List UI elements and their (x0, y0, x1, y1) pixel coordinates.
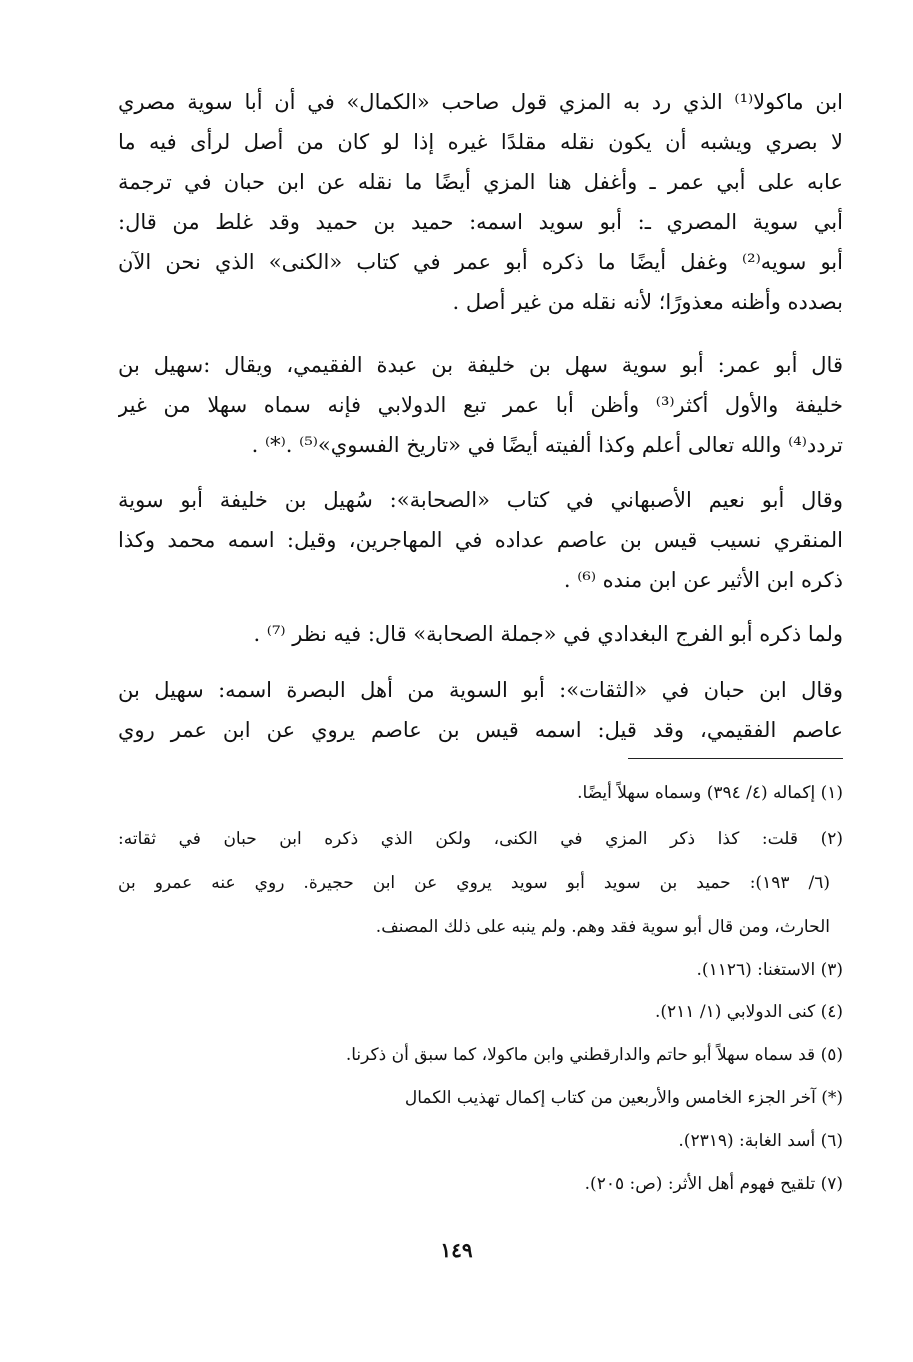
text-line: المنقري نسيب قيس بن عاصم عداده في المهاجرين، وقيل: اسمه محمد وكذا (118, 528, 843, 552)
text-line: خليفة والأول أكثر⁽³⁾ وأظن أبا عمر تبع الدولابي فإنه سماه سهلا من غير (118, 393, 843, 417)
text-line: أبي سوية المصري ـ: أبو سويد اسمه: حميد بن حميد وقد غلط من قال: (118, 210, 843, 234)
footnote-4: (٤) كنى الدولابي (١/ ٢١١). (654, 1002, 843, 1022)
footnote-6: (٦) أسد الغابة: (٢٣١٩). (678, 1131, 843, 1151)
text-line: تردد⁽⁴⁾ والله تعالى أعلم وكذا ألفيته أيضًا في «تاريخ الفسوي»⁽⁵⁾ .⁽*⁾ . (251, 433, 843, 457)
paragraph-2 (118, 345, 843, 465)
footnote-2-line-3: الحارث، ومن قال أبو سوية فقد وهم. ولم ينبه على ذلك المصنف. (375, 917, 830, 937)
text-line: ذكره ابن الأثير عن ابن منده ⁽⁶⁾ . (563, 568, 843, 592)
footnote-separator (628, 758, 843, 759)
text-line: قال أبو عمر: أبو سوية سهل بن خليفة بن عبدة الفقيمي، ويقال :سهيل بن (118, 353, 843, 377)
text-line: ابن ماكولا⁽¹⁾ الذي رد به المزي قول صاحب «الكمال» في أن أبا سوية مصري (118, 90, 843, 114)
footnote-7: (٧) تلقيح فهوم أهل الأثر: (ص: ٢٠٥). (584, 1174, 843, 1194)
text-line: وقال أبو نعيم الأصبهاني في كتاب «الصحابة»: سُهيل بن خليفة أبو سوية (118, 488, 843, 512)
paragraph-1 (118, 82, 843, 322)
footnote-1: (١) إكماله (٤/ ٣٩٤) وسماه سهلاً أيضًا. (577, 783, 843, 803)
text-line: عابه على أبي عمر ـ وأغفل هنا المزي أيضًا ما نقله عن ابن حبان في ترجمة (118, 170, 843, 194)
paragraph-3 (118, 480, 843, 600)
text-line: بصدده وأظنه معذورًا؛ لأنه نقله من غير أصل . (452, 290, 843, 314)
text-line: لا بصري ويشبه أن يكون نقله مقلدًا غيره إذا لو كان من أصل لرأى فيه ما (118, 130, 843, 154)
text-line: أبو سويه⁽²⁾ وغفل أيضًا ما ذكره أبو عمر في كتاب «الكنى» الذي نحن الآن (118, 250, 843, 274)
text-line: عاصم الفقيمي، وقد قيل: اسمه قيس بن عاصم يروي عن ابن عمر روي (118, 718, 843, 742)
paragraph-4 (118, 614, 843, 654)
text-line: وقال ابن حبان في «الثقات»: أبو السوية من أهل البصرة اسمه: سهيل بن (118, 678, 843, 702)
page-number: ١٤٩ (440, 1238, 473, 1262)
footnote-2: (٢) قلت: كذا ذكر المزي في الكنى، ولكن الذي ذكره ابن حبان في ثقاته: (118, 829, 843, 849)
footnote-star: (*) آخر الجزء الخامس والأربعين من كتاب إكمال تهذيب الكمال (404, 1088, 843, 1108)
paragraph-5 (118, 670, 843, 750)
footnote-2-line-2: (٦/ ١٩٣): حميد بن سويد أبو سويد يروي عن ابن حجيرة. روي عنه عمرو بن (118, 873, 830, 893)
footnote-3: (٣) الاستغنا: (١١٢٦). (696, 960, 843, 980)
footnote-5: (٥) قد سماه سهلاً أبو حاتم والدارقطني وابن ماكولا، كما سبق أن ذكرنا. (345, 1045, 843, 1065)
text-line: ولما ذكره أبو الفرج البغدادي في «جملة الصحابة» قال: فيه نظر ⁽⁷⁾ . (253, 622, 843, 646)
